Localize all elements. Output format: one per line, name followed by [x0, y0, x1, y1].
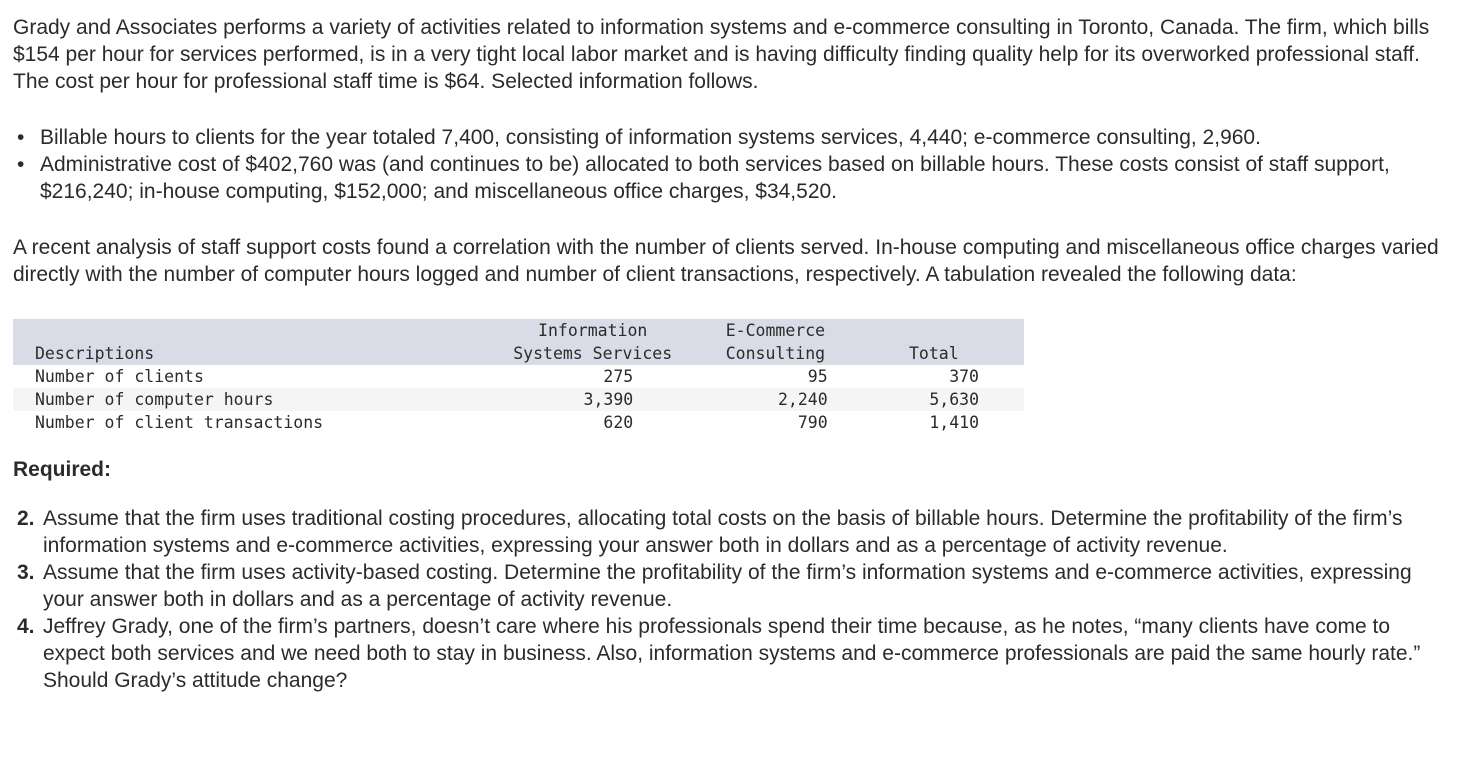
- requirement-text: Jeffrey Grady, one of the firm’s partners, doesn’t care where his professionals spend their time because, as he notes, “many clients have come to expect both services and we need both to stay in business. Also, information systems and e-commerce professionals are paid the same hourly rate.” Should Grady’s attitude change?: [43, 615, 1421, 692]
- requirement-item: [13, 613, 1453, 694]
- row-description: Number of clients: [35, 367, 204, 386]
- row-total-value: 1,410: [929, 413, 979, 432]
- row-total-value: 5,630: [929, 390, 979, 409]
- row-ec-value: 790: [797, 413, 828, 432]
- row-description: Number of computer hours: [35, 390, 274, 409]
- table-row: [13, 365, 1024, 388]
- intro-paragraph: Grady and Associates performs a variety of activities related to information systems and e-commerce consulting in Toronto, Canada. The firm, which bills $154 per hour for services performed, is in a very tight local labor market and is having difficulty finding quality help for its overworked professional staff. The cost per hour for professional staff time is $64. Selected information follows.: [13, 16, 1430, 93]
- row-is-value: 620: [603, 413, 634, 432]
- cost-driver-table: [13, 319, 1024, 434]
- info-bullet-list: [13, 124, 1453, 205]
- row-is-value: 3,390: [583, 390, 634, 409]
- header-information-systems: Information Systems Services: [513, 321, 673, 363]
- requirement-item: [13, 505, 1453, 559]
- bullet-text: Billable hours to clients for the year totaled 7,400, consisting of information systems services, 4,440; e-commerce consulting, 2,960.: [40, 126, 1261, 149]
- requirement-number: 2.: [17, 507, 35, 530]
- row-is-value: 275: [603, 367, 634, 386]
- header-descriptions: Descriptions: [35, 344, 155, 363]
- row-total-value: 370: [949, 367, 979, 386]
- header-total: Total: [908, 344, 959, 363]
- table-row: [13, 411, 1024, 434]
- table-header-row: [13, 319, 1024, 365]
- row-ec-value: 2,240: [777, 390, 828, 409]
- bullet-icon: •: [17, 153, 25, 176]
- bullet-icon: •: [17, 126, 25, 149]
- analysis-paragraph: A recent analysis of staff support costs found a correlation with the number of clients served. In-house computing and miscellaneous office charges varied directly with the number of computer hours logged and number of client transactions, respectively. A tabulation revealed the following data:: [13, 236, 1439, 286]
- bullet-item: [13, 151, 1453, 205]
- requirement-number: 3.: [17, 561, 35, 584]
- requirement-number: 4.: [17, 615, 35, 638]
- requirements-list: [13, 505, 1453, 694]
- requirement-text: Assume that the firm uses traditional costing procedures, allocating total costs on the basis of billable hours. Determine the profitability of the firm’s information systems and e-commerce activities, expressing your answer both in dollars and as a percentage of activity revenue.: [43, 507, 1403, 557]
- header-ecommerce: E-Commerce Consulting: [725, 321, 826, 363]
- row-ec-value: 95: [807, 367, 828, 386]
- bullet-item: [13, 124, 1453, 151]
- row-description: Number of client transactions: [35, 413, 324, 432]
- table-row: [13, 388, 1024, 411]
- requirement-text: Assume that the firm uses activity-based costing. Determine the profitability of the firm’s information systems and e-commerce activities, expressing your answer both in dollars and as a percentage of activity revenue.: [43, 561, 1412, 611]
- requirement-item: [13, 559, 1453, 613]
- bullet-text: Administrative cost of $402,760 was (and continues to be) allocated to both services based on billable hours. These costs consist of staff support, $216,240; in-house computing, $152,000; and miscellaneous office charges, $34,520.: [40, 153, 1390, 203]
- problem-document: [13, 14, 1453, 694]
- required-heading: Required:: [13, 458, 112, 481]
